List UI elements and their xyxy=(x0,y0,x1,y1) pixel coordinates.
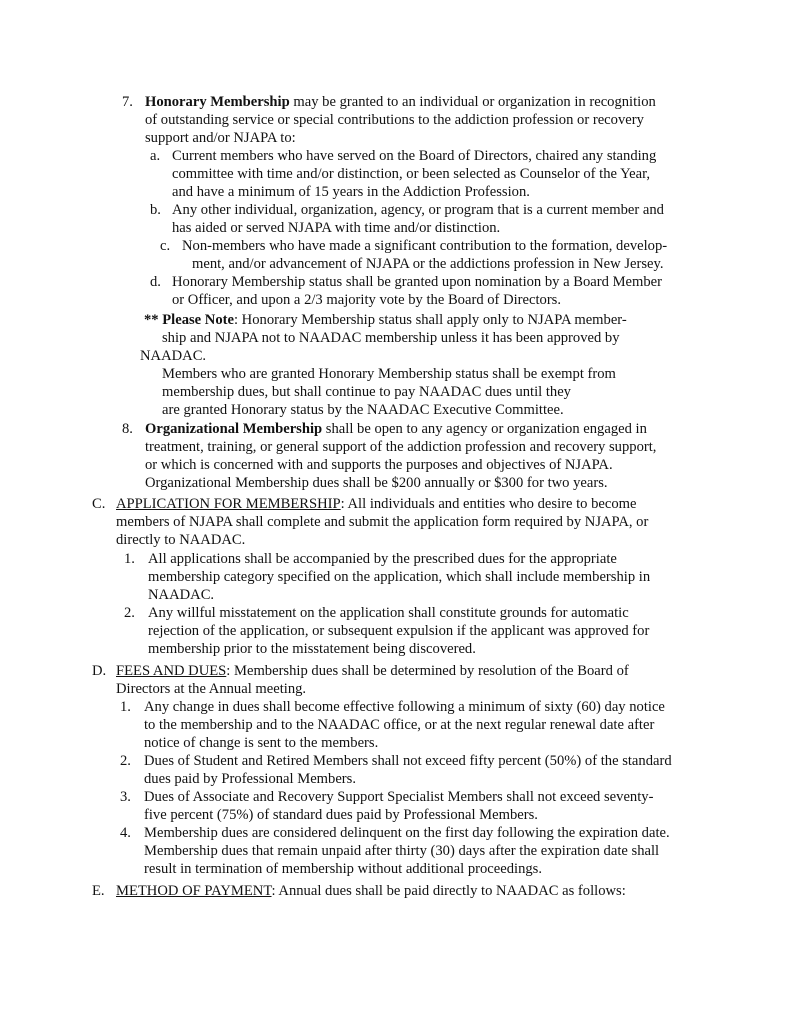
item-7a-label: a. xyxy=(150,148,161,164)
section-e-line-1: METHOD OF PAYMENT: Annual dues shall be paid directly to NAADAC as follows: xyxy=(116,883,626,899)
section-d-item-2-label: 2. xyxy=(120,753,131,769)
section-c-item-1-line-2: membership category specified on the application, which shall include membership in xyxy=(148,569,651,585)
item-7c-label: c. xyxy=(160,238,171,254)
section-d-item-4-line-3: result in termination of membership without additional proceedings. xyxy=(144,861,543,877)
item-7a-line-2: committee with time and/or distinction, or been selected as Counselor of the Year, xyxy=(172,166,651,182)
item-7b-label: b. xyxy=(150,202,161,218)
please-note-line-1: ** Please Note: Honorary Membership status shall apply only to NJAPA member- xyxy=(144,312,627,328)
item-7b-line-2: has aided or served NJAPA with time and/or distinction. xyxy=(172,220,501,236)
please-note-line-5: membership dues, but shall continue to pay NAADAC dues until they xyxy=(162,384,571,400)
item-7a-line-3: and have a minimum of 15 years in the Addiction Profession. xyxy=(172,184,530,200)
please-note-line-2: ship and NJAPA not to NAADAC membership unless it has been approved by xyxy=(162,330,620,346)
item-7d-label: d. xyxy=(150,274,161,290)
section-d-item-3-label: 3. xyxy=(120,789,131,805)
item-8-line-2: treatment, training, or general support of the addiction profession and recovery support, xyxy=(145,439,657,455)
item-7a-line-1: Current members who have served on the Board of Directors, chaired any standing xyxy=(172,148,657,164)
section-d-item-1-line-1: Any change in dues shall become effective following a minimum of sixty (60) day notice xyxy=(144,699,665,715)
please-note-line-4: Members who are granted Honorary Membership status shall be exempt from xyxy=(162,366,616,382)
section-c-item-2-line-1: Any willful misstatement on the application shall constitute grounds for automatic xyxy=(148,605,629,621)
item-8-number: 8. xyxy=(122,421,133,437)
section-c-item-1-line-1: All applications shall be accompanied by the prescribed dues for the appropriate xyxy=(148,551,617,567)
item-7-line-1: Honorary Membership may be granted to an individual or organization in recognition xyxy=(145,94,656,110)
section-d-item-4-line-1: Membership dues are considered delinquent on the first day following the expiration date. xyxy=(144,825,670,841)
section-c-item-2-line-2: rejection of the application, or subsequent expulsion if the applicant was approved for xyxy=(148,623,650,639)
item-8-line-3: or which is concerned with and supports the purposes and objectives of NJAPA. xyxy=(145,457,613,473)
section-d-item-1-line-3: notice of change is sent to the members. xyxy=(144,735,379,751)
section-c-item-1-label: 1. xyxy=(124,551,135,567)
item-8-line-4: Organizational Membership dues shall be $200 annually or $300 for two years. xyxy=(145,475,608,491)
please-note-line-6: are granted Honorary status by the NAADAC Executive Committee. xyxy=(162,402,564,418)
item-7-line-3: support and/or NJAPA to: xyxy=(145,130,296,146)
item-7c-line-2: ment, and/or advancement of NJAPA or the addictions profession in New Jersey. xyxy=(192,256,664,272)
section-d-item-3-line-2: five percent (75%) of standard dues paid by Professional Members. xyxy=(144,807,538,823)
section-c-line-2: members of NJAPA shall complete and submit the application form required by NJAPA, or xyxy=(116,514,649,530)
item-7-number: 7. xyxy=(122,94,133,110)
section-c-item-2-line-3: membership prior to the misstatement being discovered. xyxy=(148,641,476,657)
section-c-item-2-label: 2. xyxy=(124,605,135,621)
section-c-line-1: APPLICATION FOR MEMBERSHIP: All individuals and entities who desire to become xyxy=(116,496,637,512)
section-d-letter: D. xyxy=(92,663,107,679)
section-e-heading: METHOD OF PAYMENT xyxy=(116,883,272,899)
section-d-item-1-label: 1. xyxy=(120,699,131,715)
section-c-letter: C. xyxy=(92,496,106,512)
item-8-line-1: Organizational Membership shall be open to any agency or organization engaged in xyxy=(145,421,647,437)
item-7-term: Honorary Membership xyxy=(145,94,290,110)
section-d-item-2-line-2: dues paid by Professional Members. xyxy=(144,771,356,787)
section-c-item-1-line-3: NAADAC. xyxy=(148,587,215,603)
item-7d-line-2: or Officer, and upon a 2/3 majority vote by the Board of Directors. xyxy=(172,292,562,308)
section-d-line-2: Directors at the Annual meeting. xyxy=(116,681,307,697)
section-d-item-4-line-2: Membership dues that remain unpaid after thirty (30) days after the expiration date shall xyxy=(144,843,660,859)
section-c-line-3: directly to NAADAC. xyxy=(116,532,246,548)
item-7-line-2: of outstanding service or special contributions to the addiction profession or recovery xyxy=(145,112,644,128)
item-7c-line-1: Non-members who have made a significant contribution to the formation, develop- xyxy=(182,238,668,254)
section-d-item-4-label: 4. xyxy=(120,825,131,841)
section-e-letter: E. xyxy=(92,883,105,899)
item-8-term: Organizational Membership xyxy=(145,421,323,437)
section-d-item-1-line-2: to the membership and to the NAADAC office, or at the next regular renewal date after xyxy=(144,717,655,733)
section-d-line-1: FEES AND DUES: Membership dues shall be determined by resolution of the Board of xyxy=(116,663,629,679)
section-d-item-3-line-1: Dues of Associate and Recovery Support Specialist Members shall not exceed seventy- xyxy=(144,789,654,805)
please-note-line-3: NAADAC. xyxy=(140,348,207,364)
section-d-heading: FEES AND DUES xyxy=(116,663,227,679)
section-c-heading: APPLICATION FOR MEMBERSHIP xyxy=(116,496,341,512)
please-note-label: Please Note xyxy=(162,312,234,328)
item-7d-line-1: Honorary Membership status shall be granted upon nomination by a Board Member xyxy=(172,274,663,290)
section-d-item-2-line-1: Dues of Student and Retired Members shall not exceed fifty percent (50%) of the standard xyxy=(144,753,672,769)
item-7b-line-1: Any other individual, organization, agency, or program that is a current member and xyxy=(172,202,664,218)
